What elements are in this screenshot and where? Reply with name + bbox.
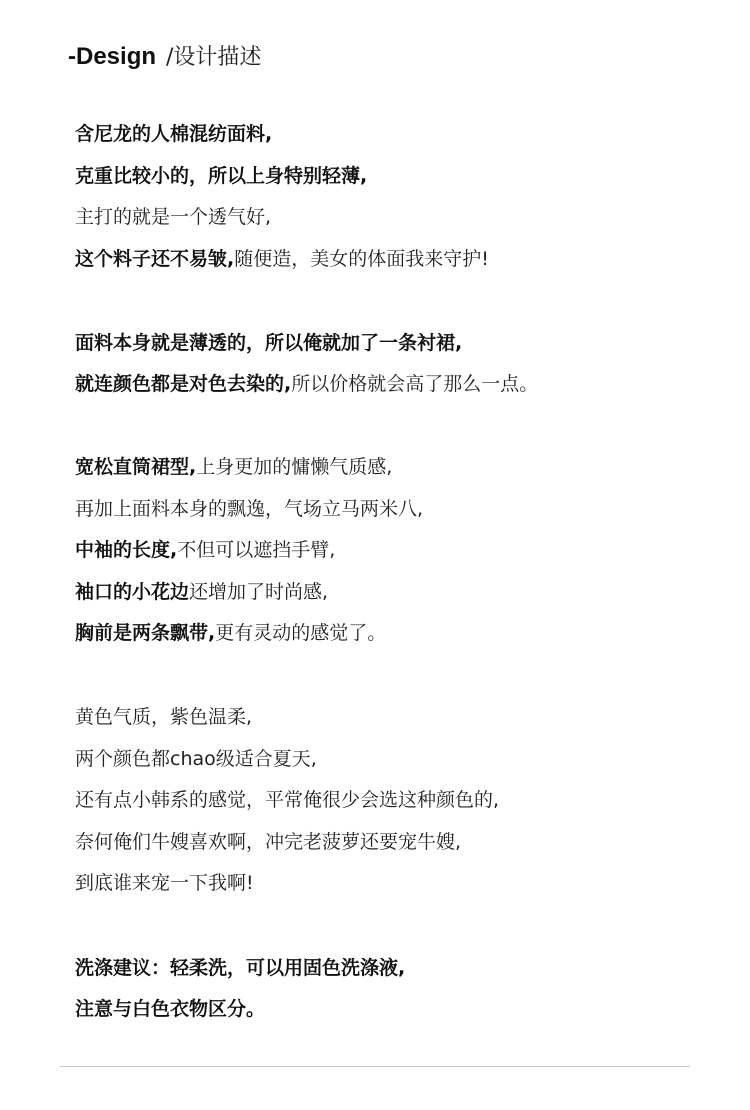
highlighted-phrase: 面料本身就是薄透的，所以俺就加了一条衬裙, [75,327,462,359]
text-line-12 [75,701,252,733]
plain-phrase: 所以价格就会高了那么一点。 [291,373,539,395]
text-line-4 [75,243,489,275]
highlighted-phrase: 克重比较小的，所以上身特别轻薄, [75,160,367,192]
text-line-9 [75,534,335,566]
plain-phrase: 还有点小韩系的感觉，平常俺很少会选这种颜色的, [75,789,500,811]
washing-advice-line-2 [75,993,265,1025]
highlighted-phrase: 宽松直筒裙型, [75,451,196,483]
text-line-2 [75,160,367,192]
highlighted-phrase: 中袖的长度, [75,534,177,566]
text-line-1 [75,118,272,150]
washing-advice-text: 洗涤建议：轻柔洗，可以用固色洗涤液, [75,957,406,979]
highlighted-phrase: 这个料子还不易皱, [75,243,234,275]
text-line-14 [75,784,499,816]
highlighted-phrase: 袖口的小花边 [75,576,189,608]
plain-phrase: 随便造，美女的体面我来守护! [234,248,489,270]
bottom-divider [60,1066,690,1067]
washing-advice-text: 注意与白色衣物区分。 [75,998,266,1020]
text-line-3 [75,201,271,233]
plain-phrase: 奈何俺们牛嫂喜欢啊，冲完老菠萝还要宠牛嫂, [75,831,462,853]
section-header [68,40,261,74]
plain-phrase: 两个颜色都chao级适合夏天, [75,748,317,770]
text-line-15 [75,826,461,858]
header-english-title: -Design [68,43,157,70]
highlighted-phrase: 就连颜色都是对色去染的, [75,368,291,400]
text-line-8 [75,493,423,525]
washing-advice-line-1 [75,952,405,984]
plain-phrase: 到底谁来宠一下我啊! [75,872,254,894]
text-line-7 [75,451,392,483]
highlighted-phrase: 胸前是两条飘带, [75,617,215,649]
text-line-13 [75,743,317,775]
text-line-5 [75,327,462,359]
plain-phrase: 主打的就是一个透气好, [75,206,272,228]
plain-phrase: 上身更加的慵懒气质感, [196,456,393,478]
plain-phrase: 黄色气质，紫色温柔, [75,706,253,728]
text-line-6 [75,368,538,400]
text-line-10 [75,576,328,608]
plain-phrase: 更有灵动的感觉了。 [215,622,387,644]
plain-phrase: 不但可以遮挡手臂, [177,539,336,561]
text-line-16 [75,867,254,899]
plain-phrase: 还增加了时尚感, [189,581,329,603]
plain-phrase: 再加上面料本身的飘逸，气场立马两米八, [75,498,424,520]
highlighted-phrase: 含尼龙的人棉混纺面料, [75,118,272,150]
header-chinese-title: /设计描述 [166,45,262,70]
text-line-11 [75,617,386,649]
